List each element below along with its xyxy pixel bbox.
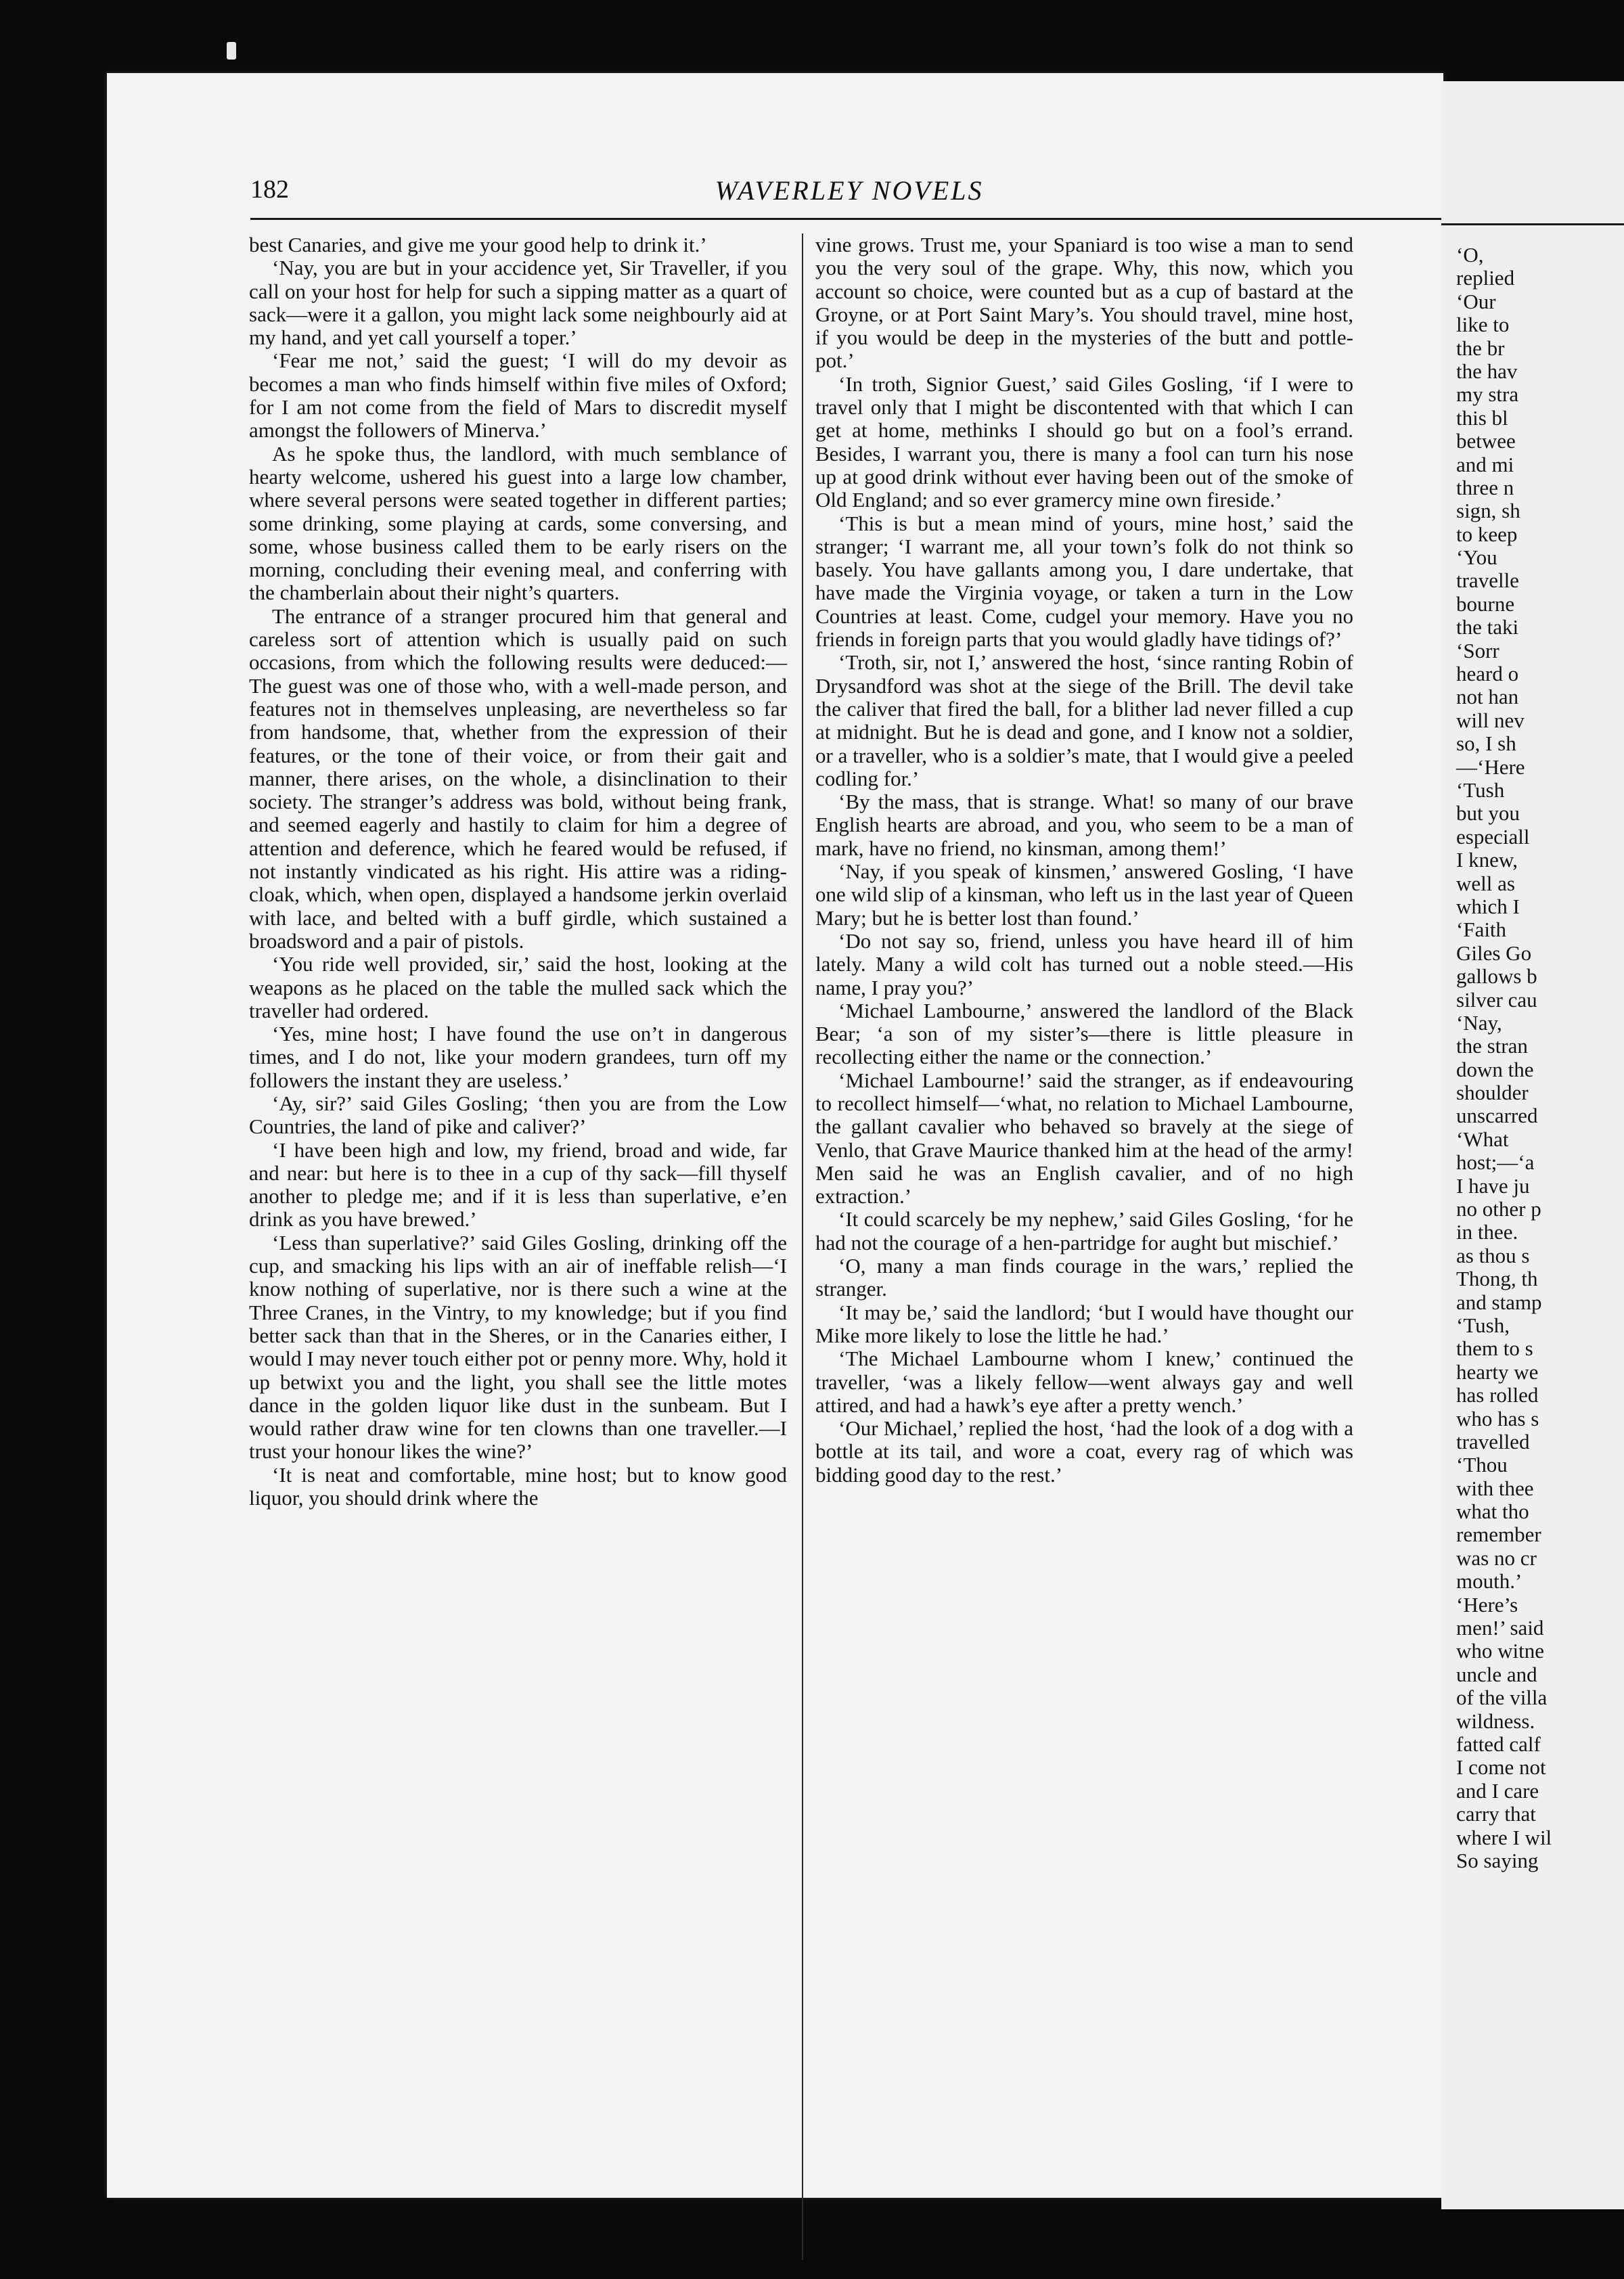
line-fragment: where I wil <box>1456 1825 1552 1849</box>
line-fragment: has rolled <box>1456 1383 1539 1407</box>
line-fragment: with thee <box>1456 1476 1534 1500</box>
line-fragment: three n <box>1456 475 1514 499</box>
paragraph: ‘Ay, sir?’ said Giles Gosling; ‘then you are from the Low Countries, the land of pike and caliver?’ <box>249 1091 787 1139</box>
paragraph: best Canaries, and give me your good help to drink it.’ <box>249 233 707 256</box>
line-fragment: shoulder <box>1456 1081 1529 1105</box>
paragraph: ‘Our Michael,’ replied the host, ‘had the look of a dog with a bottle at its tail, and wore a coat, every rag of which was bidding good day to the rest.’ <box>815 1416 1353 1487</box>
paragraph: ‘Nay, you are but in your accidence yet, Sir Traveller, if you call on your host for help for such a sipping matter as a quart of sack—were it a gallon, you might lack some neighbourly aid at my hand, and yet call yourself a toper.’ <box>249 256 787 350</box>
paragraph: ‘Less than superlative?’ said Giles Gosling, drinking off the cup, and smacking his lips with an air of ineffable relish—‘I know nothing of superlative, nor is there such a wine at the Three Cranes, in the Vintry, to my knowledge; but if you find better sack than that in the Sheres, or in the Canaries either, I would I may never touch either pot or penny more. Why, hold it up betwixt you and the light, you shall see the little motes dance in the golden liquor like dust in the sunbeam. But I would rather draw wine for ten clowns than one traveller.—I trust your honour likes the wine?’ <box>249 1230 787 1464</box>
line-fragment: no other p <box>1456 1197 1541 1221</box>
line-fragment: like to <box>1456 313 1510 337</box>
line-fragment: the taki <box>1456 615 1519 639</box>
line-fragment: ‘O, <box>1456 243 1484 267</box>
line-fragment: and mi <box>1456 452 1514 476</box>
line-fragment: them to s <box>1456 1336 1533 1361</box>
line-fragment: ‘Here’s <box>1456 1592 1518 1617</box>
line-fragment: ‘What <box>1456 1127 1509 1151</box>
line-fragment: ‘Sorr <box>1456 638 1499 662</box>
line-fragment: but you <box>1456 801 1520 826</box>
paragraph: ‘I have been high and low, my friend, broad and wide, far and near: but here is to thee in a cup of thy sack—fill thyself another to pledge me; and if it is less than superlative, e’en drink as you have brewed.’ <box>249 1137 787 1232</box>
line-fragment: not han <box>1456 685 1519 709</box>
line-fragment: this bl <box>1456 405 1508 430</box>
next-page-edge <box>1441 81 1624 2209</box>
line-fragment: I come not <box>1456 1755 1546 1780</box>
line-fragment: the br <box>1456 336 1505 360</box>
line-fragment: especiall <box>1456 824 1530 849</box>
line-fragment: host;—‘a <box>1456 1150 1535 1175</box>
line-fragment: Thong, th <box>1456 1267 1538 1291</box>
line-fragment: to keep <box>1456 522 1518 546</box>
line-fragment: fatted calf <box>1456 1732 1541 1756</box>
paragraph: ‘Fear me not,’ said the guest; ‘I will do my devoir as becomes a man who finds himself within five miles of Oxford; for I am not come from the field of Mars to discredit myself amongst the followers of Minerva.’ <box>249 348 787 443</box>
paragraph: ‘You ride well provided, sir,’ said the host, looking at the weapons as he placed on the table the mulled sack which the traveller had ordered. <box>249 952 787 1022</box>
paragraph: ‘Michael Lambourne,’ answered the landlord of the Black Bear; ‘a son of my sister’s—there is little pleasure in recollecting either the name or the connection.’ <box>815 998 1353 1069</box>
line-fragment: Giles Go <box>1456 941 1532 965</box>
paragraph: ‘It could scarcely be my nephew,’ said Giles Gosling, ‘for he had not the courage of a hen-partridge for aught but mischief.’ <box>815 1207 1353 1255</box>
paragraph: ‘Nay, if you speak of kinsmen,’ answered Gosling, ‘I have one wild slip of a kinsman, who left us in the last year of Queen Mary; but he is better lost than found.’ <box>815 859 1353 930</box>
line-fragment: as thou s <box>1456 1243 1530 1267</box>
line-fragment: replied <box>1456 266 1515 290</box>
line-fragment: sign, sh <box>1456 499 1520 523</box>
header-rule <box>250 218 1441 220</box>
paragraph: ‘O, many a man finds courage in the wars,’ replied the stranger. <box>815 1254 1353 1301</box>
paragraph: ‘Michael Lambourne!’ said the stranger, as if endeavouring to recollect himself—‘what, no relation to Michael Lambourne, the gallant cavalier who behaved so bravely at the siege of Venlo, that Grave Maurice thanked him at the head of the army! Men said he was an English cavalier, and of no high extraction.’ <box>815 1068 1353 1209</box>
paragraph: ‘Do not say so, friend, unless you have heard ill of him lately. Many a wild colt has turned out a noble steed.—His name, I pray you?’ <box>815 928 1353 999</box>
line-fragment: ‘Tush, <box>1456 1313 1510 1337</box>
line-fragment: carry that <box>1456 1802 1536 1826</box>
line-fragment: betwee <box>1456 429 1516 453</box>
line-fragment: the stran <box>1456 1034 1528 1058</box>
line-fragment: mouth.’ <box>1456 1569 1522 1594</box>
paragraph: ‘It is neat and comfortable, mine host; but to know good liquor, you should drink where the <box>249 1462 787 1510</box>
line-fragment: gallows b <box>1456 964 1537 989</box>
line-fragment: ‘Nay, <box>1456 1010 1502 1035</box>
column-divider <box>802 233 803 2260</box>
paragraph: ‘The Michael Lambourne whom I knew,’ continued the traveller, ‘was a likely fellow—went always gay and well attired, and had a hawk’s eye after a pretty wench.’ <box>815 1347 1353 1417</box>
line-fragment: down the <box>1456 1057 1534 1081</box>
line-fragment: what tho <box>1456 1499 1529 1524</box>
paragraph: ‘In troth, Signior Guest,’ said Giles Gosling, ‘if I were to travel only that I might be discontented with that which I can get at home, methinks I should go but on a fool’s errand. Besides, I warrant you, there is many a fool can turn his nose up at good drink without ever having been out of the smoke of Old England; and so ever gramercy mine own fireside.’ <box>815 371 1353 512</box>
paragraph: vine grows. Trust me, your Spaniard is too wise a man to send you the very soul of the grape. Why, this now, which you account so choice, were counted but as a cup of bastard at the Groyne, or at Port Saint Mary’s. You should travel, mine host, if you would be deep in the mysteries of the butt and pottle-pot.’ <box>815 233 1353 373</box>
line-fragment: and stamp <box>1456 1290 1542 1314</box>
line-fragment: ‘You <box>1456 545 1497 570</box>
paragraph: ‘It may be,’ said the landlord; ‘but I would have thought our Mike more likely to lose the little he had.’ <box>815 1300 1353 1347</box>
next-page-header-rule <box>1441 223 1624 225</box>
line-fragment: ‘Thou <box>1456 1453 1508 1477</box>
line-fragment: uncle and <box>1456 1662 1537 1686</box>
line-fragment: I knew, <box>1456 848 1518 872</box>
scan-mark <box>227 42 236 60</box>
line-fragment: in thee. <box>1456 1220 1518 1244</box>
line-fragment: men!’ said <box>1456 1616 1544 1640</box>
line-fragment: I have ju <box>1456 1173 1530 1198</box>
paragraph: As he spoke thus, the landlord, with much semblance of hearty welcome, ushered his guest into a large low chamber, where several persons were seated together in different parties; some drinking, some playing at cards, some conversing, and some, whose business called them to be early risers on the morning, concluding their evening meal, and conferring with the chamberlain about their night’s quarters. <box>249 441 787 605</box>
line-fragment: unscarred <box>1456 1104 1538 1128</box>
line-fragment: travelle <box>1456 568 1519 593</box>
line-fragment: ‘Tush <box>1456 777 1505 802</box>
running-head <box>250 175 1448 218</box>
line-fragment: remember <box>1456 1522 1541 1547</box>
line-fragment: which I <box>1456 894 1520 918</box>
line-fragment: my stra <box>1456 382 1519 407</box>
left-text-column <box>249 233 787 1510</box>
line-fragment: who has s <box>1456 1406 1539 1430</box>
line-fragment: ‘Our <box>1456 289 1496 313</box>
line-fragment: —‘Here <box>1456 754 1525 779</box>
paragraph: ‘Troth, sir, not I,’ answered the host, ‘since ranting Robin of Drysandford was shot at the siege of the Brill. The devil take the caliver that fired the ball, for a blither lad never filled a cup at midnight. But he is dead and gone, and I know not a soldier, or a traveller, who is a soldier’s mate, that I would give a peeled codling for.’ <box>815 650 1353 790</box>
line-fragment: will nev <box>1456 708 1525 732</box>
line-fragment: So saying <box>1456 1848 1539 1872</box>
right-text-column <box>815 233 1353 1487</box>
line-fragment: silver cau <box>1456 987 1537 1012</box>
page-number: 182 <box>250 175 289 204</box>
paragraph: ‘By the mass, that is strange. What! so many of our brave English hearts are abroad, and you, who seem to be a man of mark, have no friend, no kinsman, among them!’ <box>815 790 1353 860</box>
paragraph: The entrance of a stranger procured him that general and careless sort of attention which is usually paid on such occasions, from which the following results were deduced:—The guest was one of those who, with a well-made person, and features not in themselves unpleasing, are nevertheless so far from handsome, that, whether from the expression of their features, or the tone of their voice, or from their gait and manner, there arises, on the whole, a disinclination to their society. The stranger’s address was bold, without being frank, and seemed eagerly and hastily to claim for him a degree of attention and deference, which he feared would be refused, if not instantly vindicated as his right. His attire was a riding-cloak, which, when open, displayed a handsome jerkin overlaid with lace, and belted with a buff girdle, which sustained a broadsword and a pair of pistols. <box>249 604 787 953</box>
line-fragment: was no cr <box>1456 1545 1537 1570</box>
line-fragment: wildness. <box>1456 1709 1535 1733</box>
line-fragment: heard o <box>1456 662 1519 686</box>
paragraph: ‘Yes, mine host; I have found the use on’t in dangerous times, and I do not, like your modern grandees, turn off my followers the instant they are useless.’ <box>249 1022 787 1092</box>
page-title: WAVERLEY NOVELS <box>715 175 984 206</box>
line-fragment: and I care <box>1456 1778 1539 1803</box>
line-fragment: of the villa <box>1456 1686 1548 1710</box>
line-fragment: bourne <box>1456 591 1515 616</box>
line-fragment: the hav <box>1456 359 1518 383</box>
paragraph: ‘This is but a mean mind of yours, mine host,’ said the stranger; ‘I warrant me, all your town’s folk do not think so basely. You have gallants among you, I dare undertake, that have made the Virginia voyage, or taken a turn in the Low Countries at least. Come, cudgel your memory. Have you no friends in foreign parts that you would gladly have tidings of?’ <box>815 511 1353 652</box>
line-fragment: who witne <box>1456 1639 1545 1663</box>
line-fragment: ‘Faith <box>1456 918 1507 942</box>
next-page-text <box>1456 244 1624 1872</box>
line-fragment: well as <box>1456 871 1515 895</box>
line-fragment: travelled <box>1456 1429 1530 1453</box>
line-fragment: hearty we <box>1456 1359 1539 1384</box>
line-fragment: so, I sh <box>1456 731 1516 756</box>
